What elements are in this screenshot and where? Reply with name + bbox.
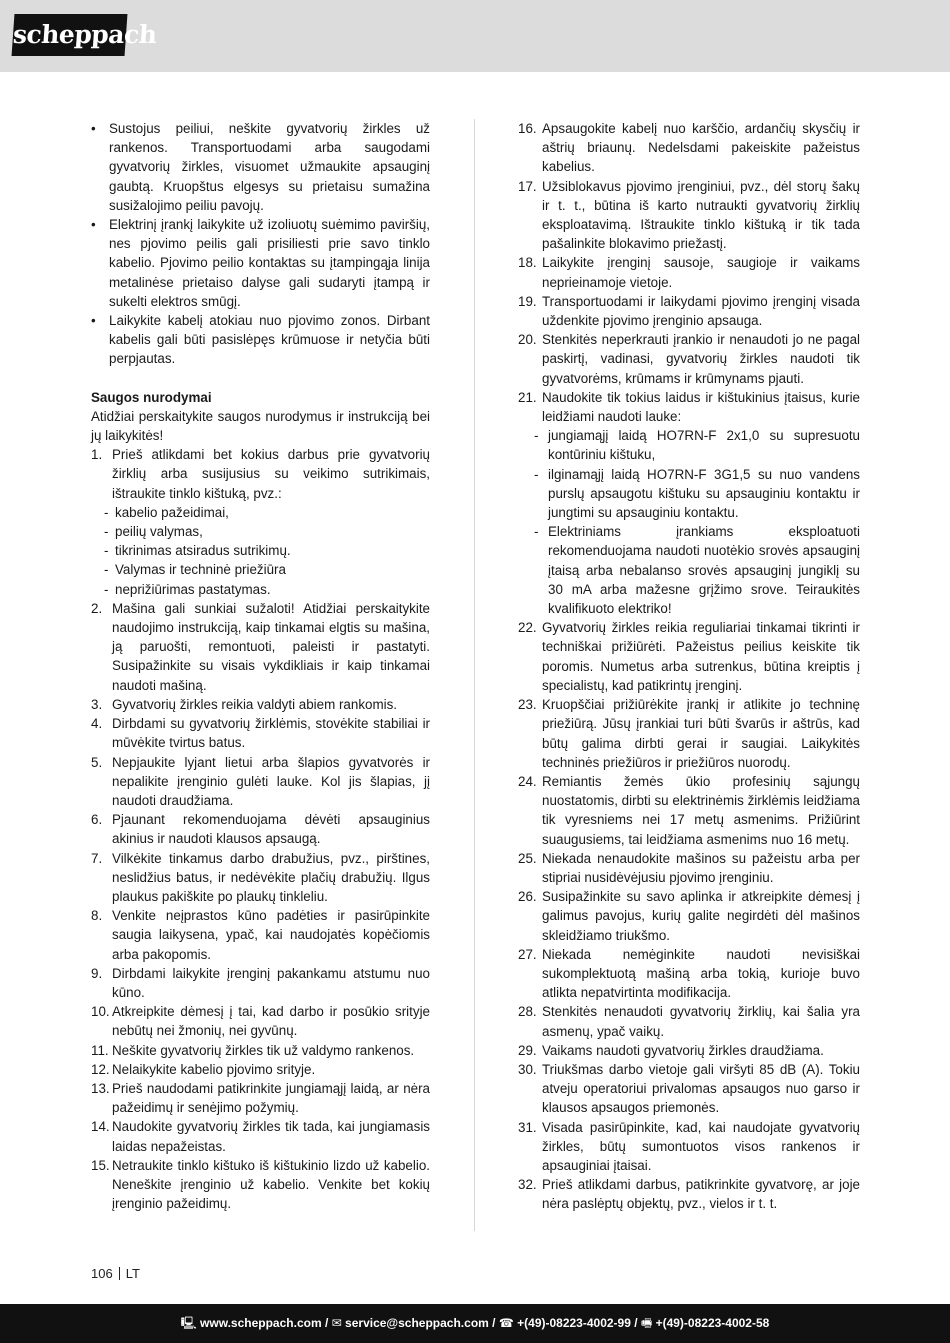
scheppach-logo: scheppach	[12, 14, 128, 56]
numbered-item-18: 18. Laikykite įrenginį sausoje, saugioje ir vaikams neprieinamoje vietoje.	[518, 255, 860, 290]
numbered-item-9: 9. Dirbdami laikykite įrenginį pakankamu atstumu nuo kūno.	[91, 965, 430, 1000]
numbered-item-17: 17. Užsiblokavus pjovimo įrenginiui, pvz., dėl storų šakų ir t. t., būtina iš karto nutraukti gyvatvorių žirklių eksploatavimą. Ištraukite tinklo kištuką ir tik tada pašalinkite blokavimo priežastį.	[518, 178, 860, 252]
numbered-item-12: 12. Nelaikykite kabelio pjovimo srityje.	[91, 1061, 316, 1077]
numbered-item-27: 27. Niekada nemėginkite naudoti nevisiškai sukomplektuotą mašiną arba tokią, kurioje buvo atlikta nepatvirtinta modifikacija.	[518, 946, 860, 1001]
mail-icon: ✉	[331, 1316, 342, 1330]
bullet-item: • Sustojus peiliui, neškite gyvatvorių žirkles už rankenos. Transportuodami arba saugodami gyvatvorių žirkles, visuomet užmaukite apsauginį gaubtą. Kruopštus elgesys su prietaisu sumažina susižalojimo peiliu pavojų.	[91, 121, 430, 213]
numbered-item-30: 30. Triukšmas darbo vietoje gali viršyti 85 dB (A). Tokiu atveju operatoriui privalomas apsaugos nuo garso ir klausos apsaugos priemonės.	[518, 1061, 860, 1116]
numbered-item-3: 3. Gyvatvorių žirkles reikia valdyti abiem rankomis.	[91, 696, 398, 712]
contact-footer	[0, 1304, 950, 1343]
sub-item: - Elektriniams įrankiams eksploatuoti rekomenduojama naudoti nuotėkio srovės apsauginį įtaisą arba nebalanso srovės apsauginį jungiklį su 30 mA arba mažesne grįžimo srove. Teiraukitės kvalifikuoto elektriko!	[534, 524, 860, 617]
numbered-item-22: 22. Gyvatvorių žirkles reikia reguliariai tinkamai tikrinti ir techniškai prižiūrėti. Pažeistus peilius keiskite tik poromis. Numetus arba sutrenkus, būtina kreiptis į specialistų, kad patikrintų įrenginį.	[518, 620, 860, 693]
sub-item: - Valymas ir techninė priežiūra	[104, 562, 286, 578]
numbered-item-24: 24. Remiantis žemės ūkio profesinių sąjungų nuostatomis, dirbti su elektrinėmis žirklėmis leidžiama tik vyresniems nei 17 metų asmenims. Prižiūrint suaugusiems, tai leidžiama asmenims nuo 16 metų.	[518, 773, 860, 847]
numbered-item-15: 15. Netraukite tinklo kištuko iš kištukinio lizdo už kabelio. Neneškite įrenginio už kabelio. Venkite bet kokių įrenginio pažeidimų.	[91, 1157, 430, 1212]
website-link[interactable]: www.scheppach.com /	[200, 1316, 329, 1330]
email-link[interactable]: service@scheppach.com /	[345, 1316, 496, 1330]
numbered-item-6: 6. Pjaunant rekomenduojama dėvėti apsauginius akinius ir naudoti klausos apsaugą.	[91, 812, 430, 847]
bullet-marker: •	[91, 121, 96, 136]
section-heading: Saugos nurodymai	[91, 389, 212, 405]
phone-number: +(49)-08223-4002-99 /	[517, 1316, 638, 1330]
numbered-item-10: 10. Atkreipkite dėmesį į tai, kad darbo ir posūkio srityje nebūtų nei žmonių, nei gyvūnų.	[91, 1004, 430, 1039]
numbered-item-20: 20. Stenkitės neperkrauti įrankio ir nenaudoti jo ne pagal paskirtį, vadinasi, gyvatvorių žirkles naudoti tik gyvatvorėms, krūmams ir krūmynams pjauti.	[518, 332, 860, 386]
column-divider	[474, 119, 475, 1231]
numbered-item-4: 4. Dirbdami su gyvatvorių žirklėmis, stovėkite stabiliai ir mūvėkite tvirtus batus.	[91, 716, 430, 751]
numbered-item-16: 16. Apsaugokite kabelį nuo karščio, ardančių skysčių ir aštrių briaunų. Nedelsdami pakeiskite pažeistus kabelius.	[518, 121, 860, 175]
sub-item: - peilių valymas,	[104, 524, 203, 540]
numbered-item-32: 32. Prieš atlikdami darbus, patikrinkite gyvatvorę, ar joje nėra paslėptų objektų, pvz., vielos ir t. t.	[518, 1177, 860, 1212]
sub-item: - kabelio pažeidimai,	[104, 504, 229, 520]
bullet-marker: •	[91, 217, 96, 233]
numbered-item-8: 8. Venkite neįprastos kūno padėties ir pasirūpinkite saugia laikysena, ypač, kai naudojatės kopėčiomis arba pakopomis.	[91, 908, 430, 962]
numbered-item-25: 25. Niekada nenaudokite mašinos su pažeistu arba per stipriai nusidėvėjusiu pjovimo įrenginiu.	[518, 850, 860, 885]
computer-icon: 🖳	[180, 1316, 197, 1330]
numbered-item-21: 21. Naudokite tik tokius laidus ir kištukinius įtaisus, kurie leidžiami naudoti lauke:	[518, 389, 860, 425]
sub-item: - jungiamąjį laidą HO7RN-F 2x1,0 su supresuotu kontūriniu kištuku,	[534, 428, 860, 463]
bullet-marker: •	[91, 313, 96, 329]
left-column	[91, 119, 430, 1213]
numbered-item-29: 29. Vaikams naudoti gyvatvorių žirkles draudžiama.	[518, 1042, 824, 1058]
page-number: 106 LT	[91, 1266, 140, 1281]
numbered-item-11: 11. Neškite gyvatvorių žirkles tik už valdymo rankenos.	[91, 1042, 415, 1058]
numbered-item-19: 19. Transportuodami ir laikydami pjovimo įrenginį visada uždenkite pjovimo įrenginio apsauga.	[518, 293, 860, 329]
numbered-item-28: 28. Stenkitės nenaudoti gyvatvorių žirklių, kai šalia yra asmenų, ypač vaikų.	[518, 1004, 860, 1039]
fax-number: +(49)-08223-4002-58	[655, 1316, 770, 1330]
section-intro: Atidžiai perskaitykite saugos nurodymus ir instrukciją bei jų laikykitės!	[91, 408, 430, 444]
phone-icon: ☎	[498, 1316, 514, 1330]
numbered-item-26: 26. Susipažinkite su savo aplinka ir atkreipkite dėmesį į galimus pavojus, kurių galite negirdėti dėl mašinos skleidžiamo triukšmo.	[518, 889, 860, 943]
right-column	[518, 119, 860, 1214]
numbered-item-1: 1. Prieš atlikdami bet kokius darbus prie gyvatvorių žirklių arba susijusius su veikimo sutrikimais, ištraukite tinklo kištuką, pvz.:	[91, 447, 430, 501]
fax-icon: 🖷	[640, 1316, 653, 1330]
numbered-item-5: 5. Nepjaukite lyjant lietui arba šlapios gyvatvorės ir nepalikite įrenginio gulėti lauke. Kol jis šlapias, jį naudoti draudžiama.	[91, 754, 430, 808]
bullet-item: • Elektrinį įrankį laikykite už izoliuotų suėmimo paviršių, nes pjovimo peilis gali prisiliesti prie savo tinklo kabelio. Pjovimo peilio kontaktas su įtampingąja linija metalinėse prietaiso dalyse gali sudaryti įtampą ir sukelti elektros smūgį.	[91, 217, 430, 309]
numbered-item-14: 14. Naudokite gyvatvorių žirkles tik tada, kai jungiamasis laidas nepažeistas.	[91, 1119, 430, 1154]
sub-item: - ilginamąjį laidą HO7RN-F 3G1,5 su nuo vandens purslų apsaugotu kištuku su apsauginiu kontaktu ir jungtimi su apsauginiu kontaktu.	[534, 466, 860, 521]
page-header	[0, 0, 950, 72]
numbered-item-31: 31. Visada pasirūpinkite, kad, kai naudojate gyvatvorių žirkles, būtų sumontuotos visos rankenos ir apsauginiai įtaisai.	[518, 1119, 860, 1173]
numbered-item-23: 23. Kruopščiai prižiūrėkite įrankį ir atlikite jo techninę priežiūrą. Jūsų įrankiai turi būti švarūs ir aštrūs, kad būtų galima dirbti gerai ir saugiai. Laikykitės techninės priežiūros ir priežiūros nuorodų.	[518, 697, 860, 770]
numbered-item-2: 2. Mašina gali sunkiai sužaloti! Atidžiai perskaitykite naudojimo instrukciją, kaip tinkamai elgtis su mašina, ją paruošti, remontuoti, paleisti ir pastatyti. Susipažinkite su visais vykdikliais ir kaip tinkamai naudoti mašiną.	[91, 600, 430, 693]
numbered-item-7: 7. Vilkėkite tinkamus darbo drabužius, pvz., pirštines, neslidžius batus, ir nedėvėkite plačių drabužių. Ilgus plaukus pakiškite po plaukų tinkleliu.	[91, 850, 430, 904]
sub-item: - neprižiūrimas pastatymas.	[104, 581, 271, 597]
separator	[119, 1267, 120, 1280]
bullet-item: • Laikykite kabelį atokiau nuo pjovimo zonos. Dirbant kabelis gali būti pasislėpęs krūmuose ir netyčia būti perpjautas.	[91, 313, 430, 367]
sub-item: - tikrinimas atsiradus sutrikimų.	[104, 543, 291, 559]
numbered-item-13: 13. Prieš naudodami patikrinkite jungiamąjį laidą, ar nėra pažeidimų ir senėjimo požymių.	[91, 1080, 430, 1116]
